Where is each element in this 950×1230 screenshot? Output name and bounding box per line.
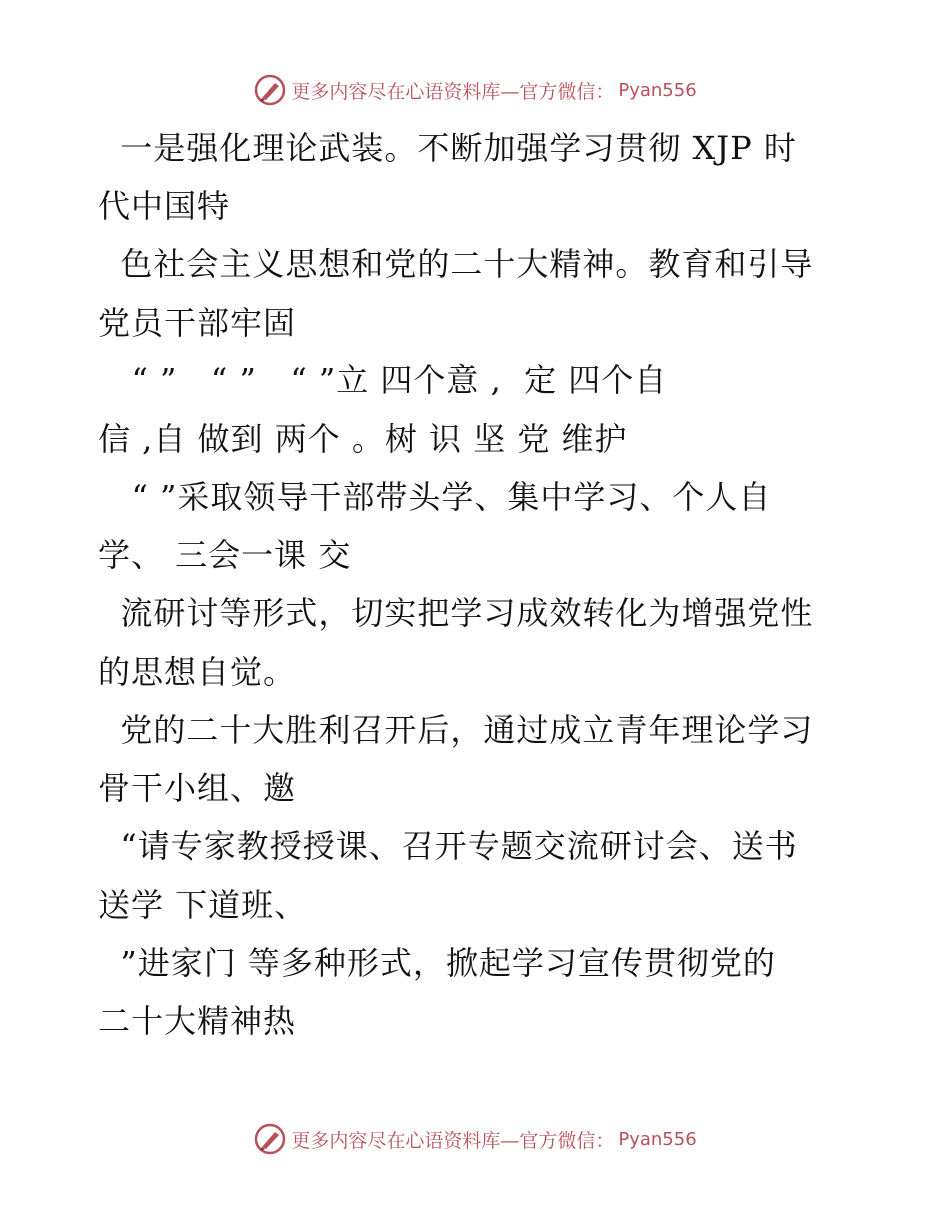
- footer-watermark-banner: [0, 1119, 950, 1159]
- header-wechat-id: Pyan556: [618, 79, 697, 101]
- body-line-7: “ ”采取领导干部带头学、集中学习、个人自: [98, 478, 772, 516]
- body-line-15: ”进家门 等多种形式，掀起学习宣传贯彻党的: [98, 944, 776, 982]
- pen-logo-icon: [253, 1122, 287, 1156]
- footer-site-text: 更多内容尽在心语资料库—官方微信：: [291, 1129, 615, 1152]
- body-line-13: “请专家教授授课、召开专题交流研讨会、送书: [98, 827, 798, 865]
- body-line-16: 二十大精神热: [98, 1002, 297, 1040]
- body-line-6: 信 ,自 做到 两个 。树 识 坚 党 维护: [98, 420, 628, 458]
- body-line-1: 一是强化理论武装。不断加强学习贯彻 XJP 时: [98, 129, 797, 167]
- body-line-11: 党的二十大胜利召开后，通过成立青年理论学习: [98, 711, 814, 749]
- body-line-8: 学、 三会一课 交: [98, 536, 352, 574]
- pen-logo-icon: [253, 73, 287, 107]
- body-line-9: 流研讨等形式，切实把学习成效转化为增强党性: [98, 594, 814, 632]
- body-line-10: 的思想自觉。: [98, 653, 297, 691]
- body-line-2: 代中国特: [98, 187, 231, 225]
- body-line-12: 骨干小组、邀: [98, 769, 297, 807]
- header-site-text: 更多内容尽在心语资料库—官方微信：: [291, 80, 615, 103]
- footer-wechat-id: Pyan556: [618, 1128, 697, 1150]
- body-line-14: 送学 下道班、: [98, 886, 308, 924]
- body-line-3: 色社会主义思想和党的二十大精神。教育和引导: [98, 245, 814, 283]
- body-line-4: 党员干部牢固: [98, 304, 297, 342]
- body-line-5: “ ” “ ” “ ”立 四个意 , 定 四个自: [98, 361, 668, 399]
- header-watermark-banner: [0, 70, 950, 110]
